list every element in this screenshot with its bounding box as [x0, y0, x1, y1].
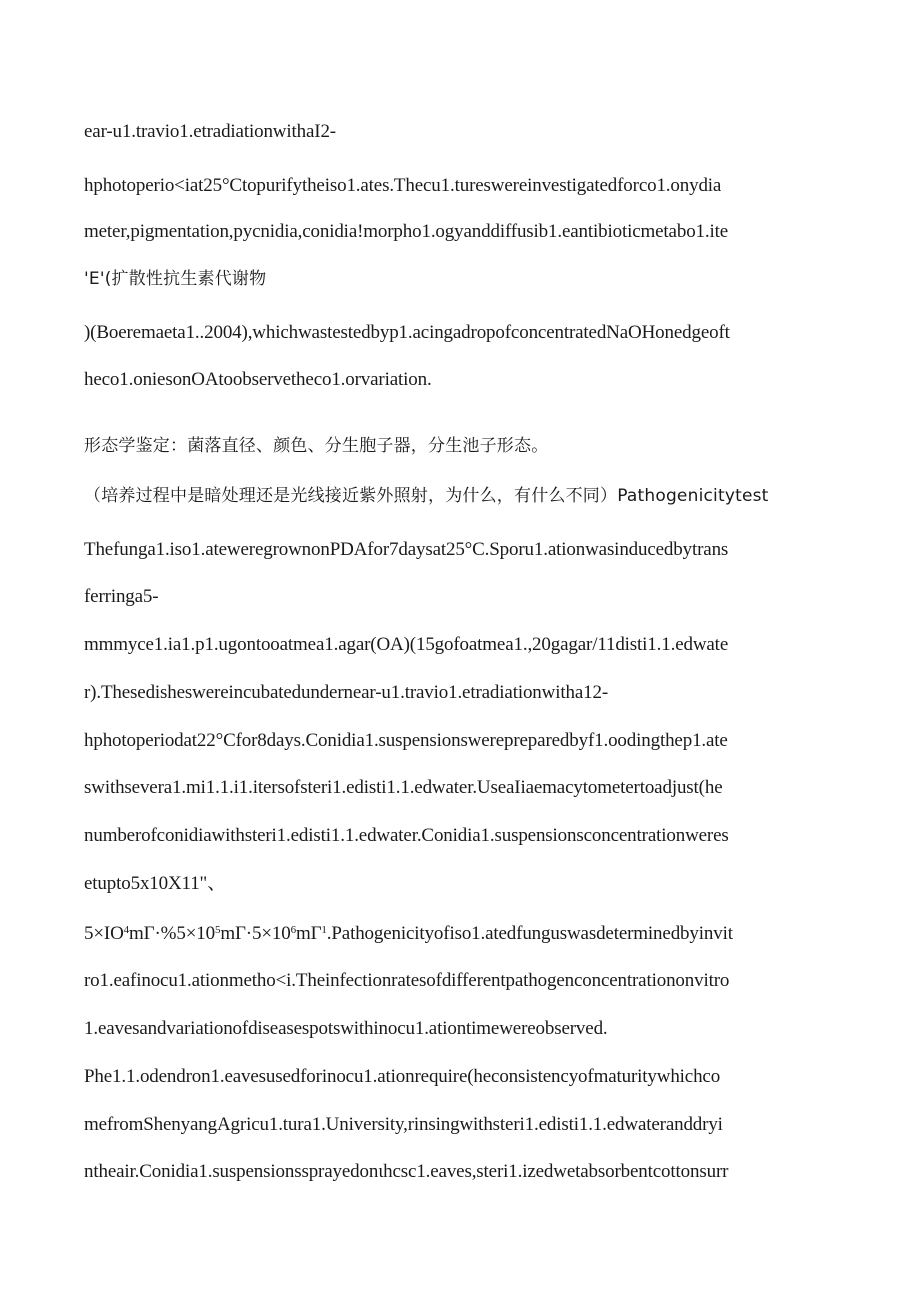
- text-line: meter,pigmentation,pycnidia,conidia!morpho1.ogyanddiffusib1.eantibioticmetabo1.ite: [84, 221, 729, 242]
- text-line: ferringa5-: [84, 586, 159, 607]
- text-line: swithsevera1.mi1.1.i1.itersofsteri1.edisti1.1.edwater.UseaIiaemacytometertoadjust(he: [84, 777, 723, 798]
- text-line: heco1.oniesonOAtoobservetheco1.orvariation.: [84, 369, 432, 390]
- text-line: hphotoperiodat22°Cfor8days.Conidia1.suspensionswerepreparedbyf1.oodingthep1.ate: [84, 730, 728, 751]
- text-line-superscript: [84, 922, 844, 946]
- sup: 6: [290, 924, 296, 936]
- text-line: )(Boeremaeta1..2004),whichwastestedbyp1.acingadropofconcentratedNaOHonedgeoft: [84, 322, 730, 343]
- text-line: （培养过程中是暗处理还是光线接近紫外照射，为什么，有什么不同）Pathogenicitytest: [84, 486, 769, 506]
- seg: mΓ: [295, 923, 322, 944]
- seg: mΓ·5×10: [220, 923, 291, 944]
- text-line: ntheair.Conidia1.suspensionssprayedonιhcsc1.eaves,steri1.izedwetabsorbentcottonsurr: [84, 1161, 729, 1182]
- text-line: ro1.eafinocu1.ationmetho<i.Theinfectionratesofdifferentpathogenconcentrationonvitro: [84, 970, 730, 991]
- sup: 4: [123, 924, 130, 936]
- text-line: etupto5x10X11"、: [84, 873, 227, 894]
- text-line: Thefunga1.iso1.ateweregrownonPDAfor7daysat25°C.Sporu1.ationwasinducedbytrans: [84, 539, 729, 560]
- text-line: 'E'(扩散性抗生素代谢物: [84, 269, 267, 289]
- text-line: mefromShenyangAgricu1.tura1.University,rinsingwithsteri1.edisti1.1.edwateranddryi: [84, 1114, 723, 1135]
- text-line: mmmyce1.ia1.p1.ugontooatmea1.agar(OA)(15gofoatmea1.,20gagar/11disti1.1.edwate: [84, 634, 729, 655]
- text-line: Phe1.1.odendron1.eavesusedforinocu1.ationrequire(heconsistencyofmaturitywhichco: [84, 1066, 721, 1087]
- seg: mΓ·%5×10: [129, 923, 215, 944]
- seg: 5×IO: [84, 923, 124, 944]
- seg: .Pathogenicityofiso1.atedfunguswasdeterminedbyinvit: [326, 923, 733, 944]
- text-line: ear-u1.travio1.etradiationwithaI2-: [84, 121, 336, 142]
- text-line: r).Thesedisheswereincubatedundernear-u1.travio1.etradiationwitha12-: [84, 682, 608, 703]
- text-line: 1.eavesandvariationofdiseasespotswithinocu1.ationtimewereobserved.: [84, 1018, 608, 1039]
- sup: 5: [214, 924, 221, 936]
- heading-morphology: 形态学鉴定：菌落直径、颜色、分生胞子器，分生池子形态。: [84, 436, 549, 456]
- sup: 1: [321, 924, 327, 936]
- text-line: numberofconidiawithsteri1.edisti1.1.edwater.Conidia1.suspensionsconcentrationweres: [84, 825, 729, 846]
- text-line: hphotoperio<iat25°Ctopurifytheiso1.ates.Thecu1.tureswereinvestigatedforco1.onydia: [84, 175, 722, 196]
